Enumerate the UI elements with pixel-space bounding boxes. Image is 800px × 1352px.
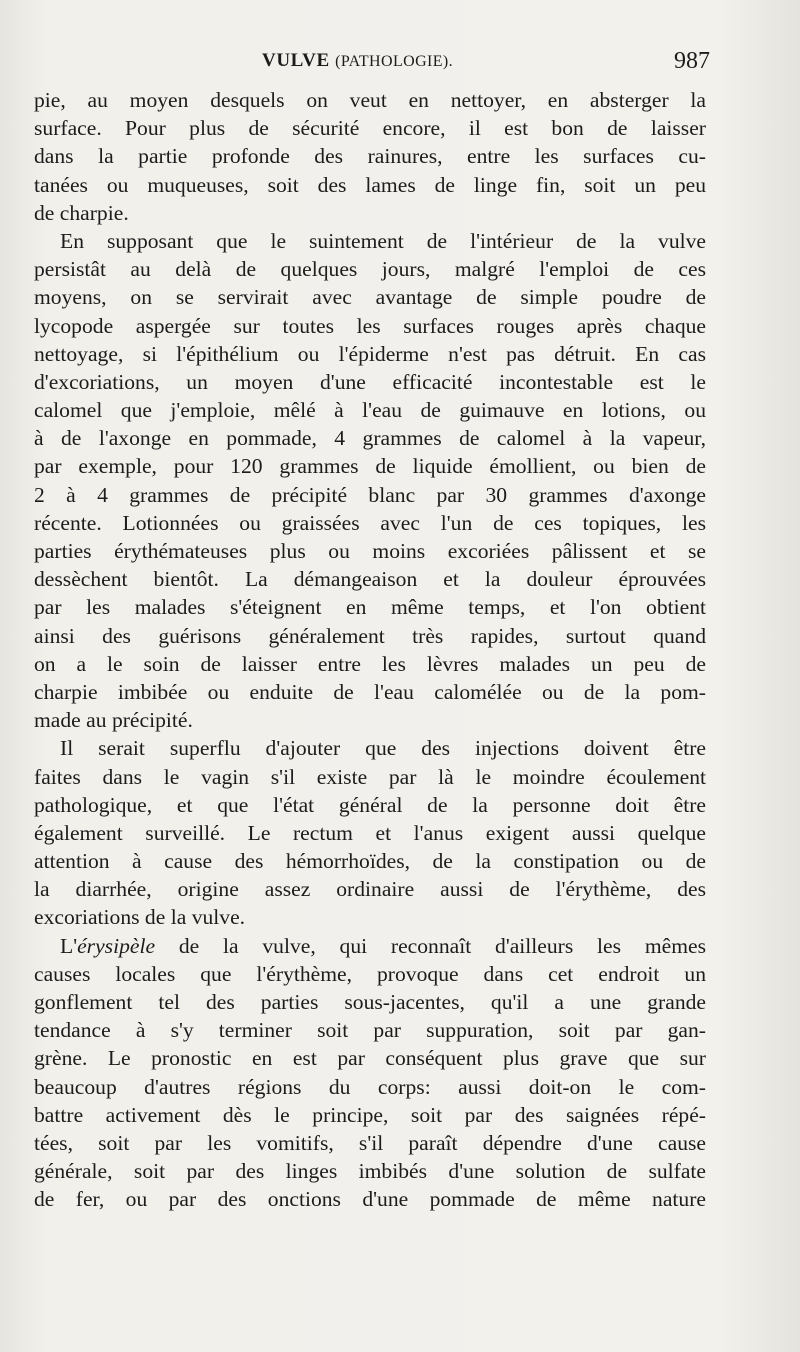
- paragraph-2: [34, 227, 706, 734]
- text-line: persistât au delà de quelques jours, malgré l'emploi de ces: [34, 257, 706, 282]
- text-line: dessèchent bientôt. La démangeaison et la douleur éprouvées: [34, 567, 706, 592]
- text-line: d'excoriations, un moyen d'une efficacité incontestable est le: [34, 369, 706, 394]
- text-line: pie, au moyen desquels on veut en nettoyer, en absterger la: [34, 88, 706, 112]
- running-title-section: (PATHOLOGIE).: [335, 53, 454, 70]
- paragraph-1: [34, 86, 706, 227]
- text-line: surface. Pour plus de sécurité encore, il est bon de laisser: [34, 116, 706, 141]
- text-line: à de l'axonge en pommade, 4 grammes de calomel à la vapeur,: [34, 426, 706, 451]
- text-line: En supposant que le suintement de l'intérieur de la vulve: [60, 228, 706, 253]
- text-line: la diarrhée, origine assez ordinaire aussi de l'érythème, des: [34, 877, 706, 902]
- text-line: lycopode aspergée sur toutes les surfaces rouges après chaque: [34, 313, 706, 338]
- text-line: beaucoup d'autres régions du corps: aussi doit-on le com-: [34, 1074, 706, 1099]
- text-line: récente. Lotionnées ou graissées avec l'un de ces topiques, les: [34, 510, 706, 535]
- text-line: tées, soit par les vomitifs, s'il paraît dépendre d'une cause: [34, 1130, 706, 1155]
- text-line: Il serait superflu d'ajouter que des injections doivent être: [60, 736, 706, 761]
- text-line: dans la partie profonde des rainures, entre les surfaces cu-: [34, 144, 706, 169]
- text-line: grène. Le pronostic en est par conséquent plus grave que sur: [34, 1046, 706, 1071]
- italic-term-erysipele: érysipèle: [77, 933, 156, 958]
- text-line: ainsi des guérisons généralement très rapides, surtout quand: [34, 623, 706, 648]
- text-line: nettoyage, si l'épithélium ou l'épiderme n'est pas détruit. En cas: [34, 341, 706, 366]
- text-line: excoriations de la vulve.: [34, 905, 246, 930]
- text-line: parties érythémateuses plus ou moins excoriées pâlissent et se: [34, 539, 706, 563]
- text-line: par les malades s'éteignent en même temps, et l'on obtient: [34, 595, 706, 620]
- body-text: [34, 86, 706, 1214]
- text-line: attention à cause des hémorrhoïdes, de la constipation ou de: [34, 849, 706, 874]
- text-line: tendance à s'y terminer soit par suppuration, soit par gan-: [34, 1018, 706, 1043]
- text-line: générale, soit par des linges imbibés d'une solution de sulfate: [34, 1159, 706, 1184]
- text-line: battre activement dès le principe, soit par des saignées répé-: [34, 1102, 706, 1127]
- text-fragment: L': [60, 933, 78, 958]
- text-line: tanées ou muqueuses, soit des lames de linge fin, soit un peu: [34, 172, 706, 197]
- text-fragment: de la vulve, qui reconnaît d'ailleurs les mêmes: [155, 933, 706, 958]
- text-line: charpie imbibée ou enduite de l'eau calomélée ou de la pom-: [34, 679, 706, 704]
- text-line: on a le soin de laisser entre les lèvres malades un peu de: [34, 651, 706, 676]
- running-title: [262, 50, 453, 72]
- text-line-first: [34, 932, 706, 960]
- text-line: calomel que j'emploie, mêlé à l'eau de guimauve en lotions, ou: [34, 398, 706, 423]
- paragraph-3: [34, 734, 706, 931]
- text-line: 2 à 4 grammes de précipité blanc par 30 grammes d'axonge: [34, 482, 706, 507]
- paragraph-4: [34, 932, 706, 1214]
- text-line: faites dans le vagin s'il existe par là le moindre écoulement: [34, 764, 706, 789]
- text-line: de fer, ou par des onctions d'une pommade de même nature: [34, 1187, 706, 1212]
- running-header: [34, 50, 710, 78]
- text-line: également surveillé. Le rectum et l'anus exigent aussi quelque: [34, 820, 706, 845]
- text-line: pathologique, et que l'état général de la personne doit être: [34, 792, 706, 817]
- text-line: made au précipité.: [34, 708, 193, 733]
- text-line: moyens, on se servirait avec avantage de simple poudre de: [34, 285, 706, 310]
- page-number: 987: [674, 48, 710, 74]
- text-line: causes locales que l'érythème, provoque dans cet endroit un: [34, 961, 706, 986]
- text-line: par exemple, pour 120 grammes de liquide émollient, ou bien de: [34, 454, 706, 479]
- text-line: de charpie.: [34, 200, 129, 225]
- text-line: gonflement tel des parties sous-jacentes, qu'il a une grande: [34, 990, 706, 1014]
- running-title-main: VULVE: [262, 50, 330, 71]
